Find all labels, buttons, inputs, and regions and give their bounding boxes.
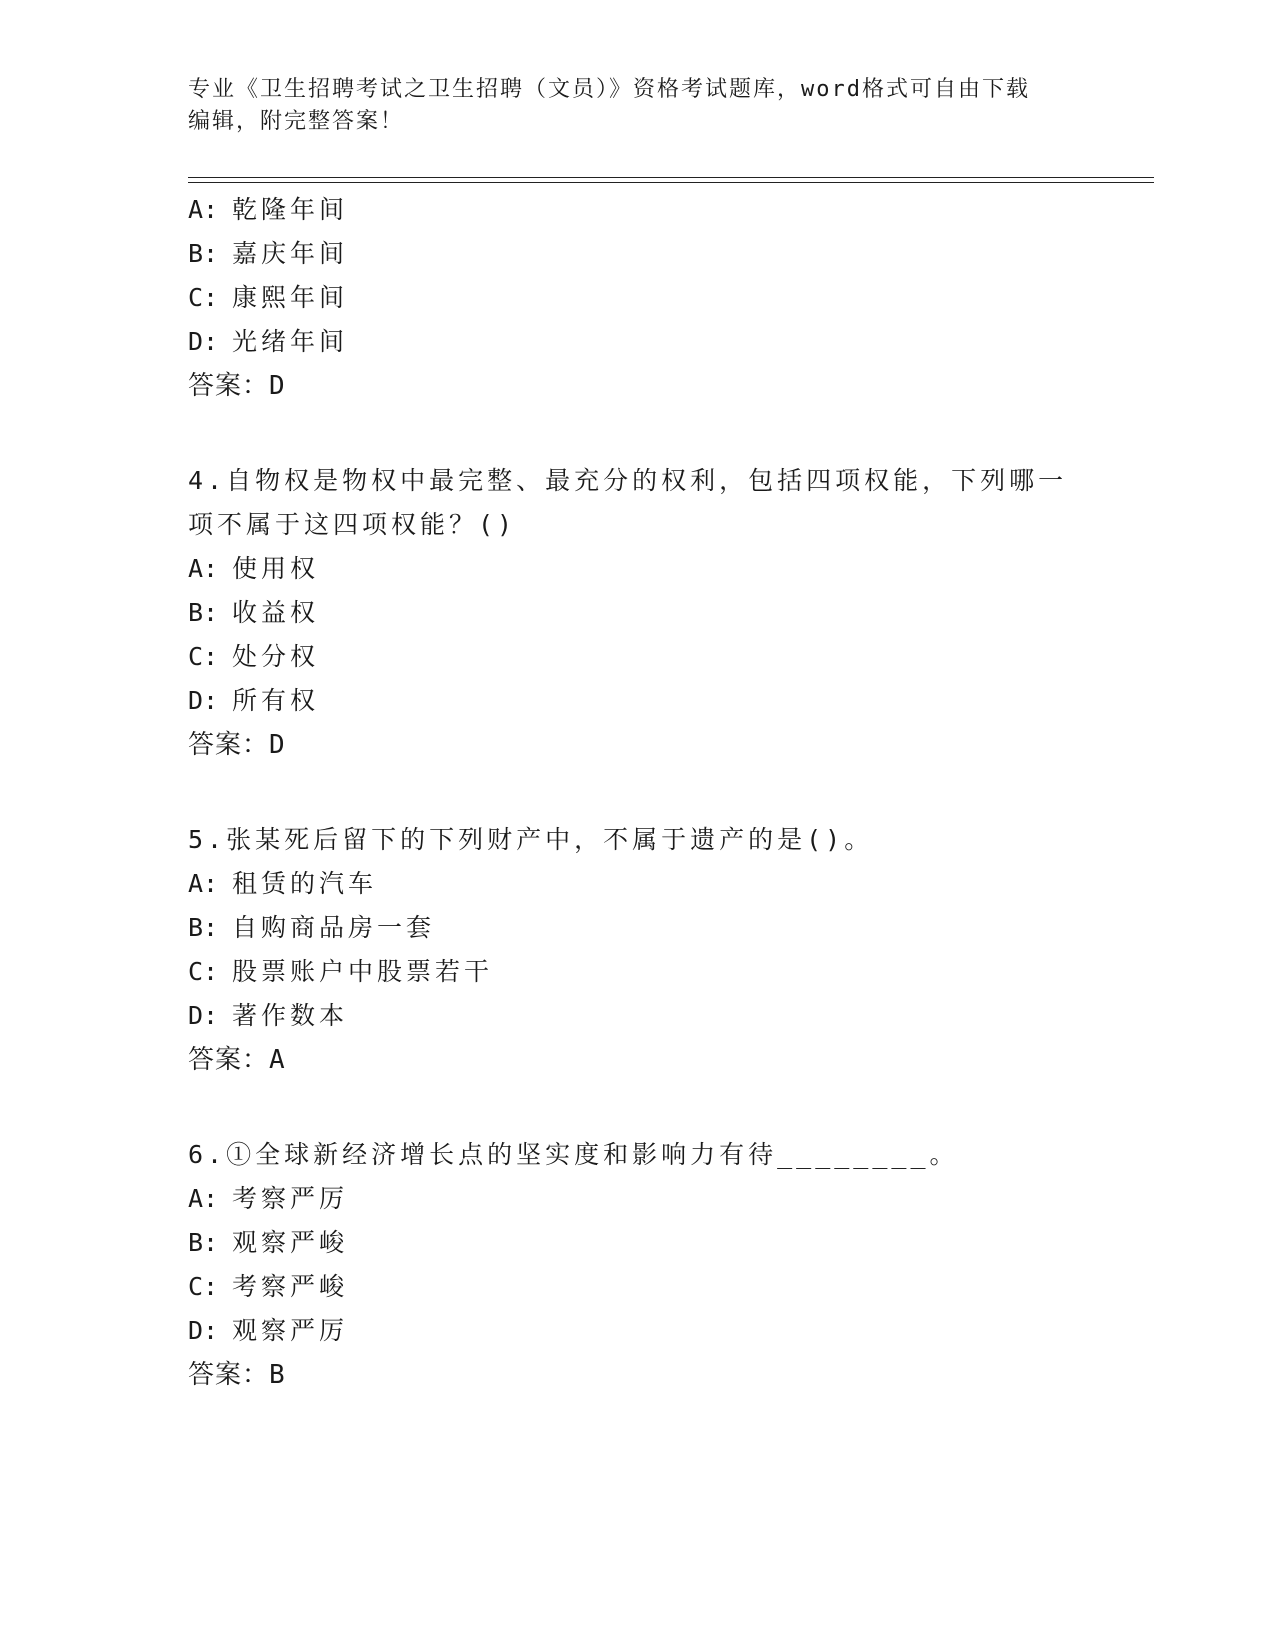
- q3-answer: 答案：D: [188, 371, 286, 401]
- q3-option-a: A: 乾隆年间: [188, 195, 349, 224]
- q4-stem-line-1: 4.自物权是物权中最完整、最充分的权利，包括四项权能，下列哪一: [188, 466, 1068, 495]
- q5-stem-line-1: 5.张某死后留下的下列财产中，不属于遗产的是()。: [188, 825, 874, 854]
- q6-answer: 答案：B: [188, 1360, 286, 1390]
- q4-stem-line-2: 项不属于这四项权能？(): [188, 510, 517, 539]
- q5-option-c: C: 股票账户中股票若干: [188, 957, 494, 986]
- q6-stem-line-1: 6.①全球新经济增长点的坚实度和影响力有待________。: [188, 1140, 959, 1169]
- q3-option-c: C: 康熙年间: [188, 283, 349, 312]
- q4-option-c: C: 处分权: [188, 642, 320, 671]
- header-divider-top: [188, 177, 1154, 178]
- header-divider-bottom: [188, 182, 1154, 183]
- q6-option-a: A: 考察严厉: [188, 1184, 349, 1213]
- q4-answer: 答案：D: [188, 730, 286, 760]
- q6-option-b: B: 观察严峻: [188, 1228, 349, 1257]
- q6-option-d: D: 观察严厉: [188, 1316, 349, 1345]
- q5-option-b: B: 自购商品房一套: [188, 913, 436, 942]
- q5-option-a: A: 租赁的汽车: [188, 869, 378, 898]
- q3-option-b: B: 嘉庆年间: [188, 239, 349, 268]
- q6-option-c: C: 考察严峻: [188, 1272, 349, 1301]
- document-header: [188, 74, 1088, 138]
- q4-option-a: A: 使用权: [188, 554, 320, 583]
- header-line-1: 专业《卫生招聘考试之卫生招聘（文员）》资格考试题库，word格式可自由下载: [188, 77, 1030, 102]
- q4-option-d: D: 所有权: [188, 686, 320, 715]
- q5-option-d: D: 著作数本: [188, 1001, 349, 1030]
- q5-answer: 答案：A: [188, 1045, 286, 1075]
- header-line-2: 编辑，附完整答案！: [188, 109, 405, 134]
- q3-option-d: D: 光绪年间: [188, 327, 349, 356]
- q4-option-b: B: 收益权: [188, 598, 320, 627]
